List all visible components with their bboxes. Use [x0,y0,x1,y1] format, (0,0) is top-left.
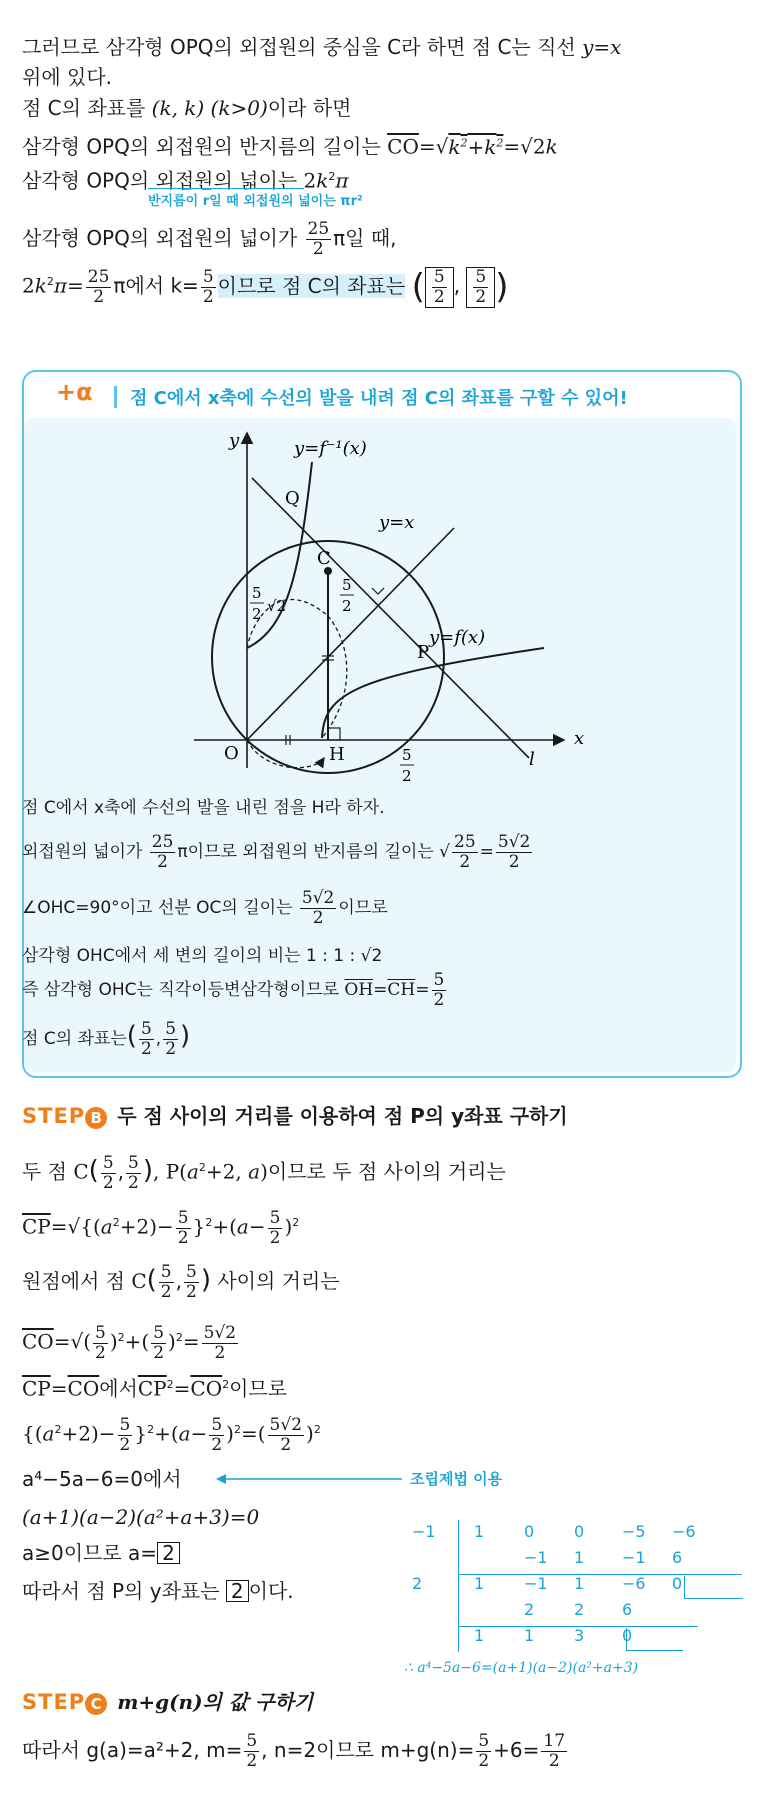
synthetic-cell: 3 [574,1626,585,1645]
intro-line-1 [22,34,621,60]
synthetic-cell: 1 [524,1626,535,1645]
text: 삼각형 OPQ의 외접원의 넓이가 [22,226,304,250]
synthetic-cell: 1 [474,1522,485,1541]
stepb-line-5: $\overline{CP}=\overline{CO}$에서$\overline{CP}^2=\overline{CO}^2$이므로 [22,1376,288,1401]
sd-vline [458,1520,459,1652]
text: +6= [493,1738,540,1762]
right-angle-mark [372,588,384,594]
alpha-badge: +α [56,378,93,406]
svg-text:√2: √2 [267,597,287,615]
svg-text:5: 5 [342,576,352,594]
text: 사이의 거리는 [217,1269,340,1293]
svg-text:5: 5 [252,584,262,602]
text: 즉 삼각형 OHC는 직각이등변삼각형이므로 [22,980,345,1000]
text: π일 때, [333,226,397,250]
text: a≥0이므로 a= [22,1541,158,1565]
synthetic-cell: −6 [672,1522,696,1541]
answer-box-x: $\frac{5}{2}$ [425,267,454,308]
math: (k, k) (k>0) [151,96,268,120]
step-letter: B [85,1107,107,1129]
text: 이다. [248,1579,294,1603]
step-b-heading [22,1100,568,1129]
synthetic-cell: −1 [412,1522,436,1541]
label-5root2over2 [250,584,286,623]
synthetic-cell: −1 [622,1548,646,1567]
intro-line-7: $2k^2\pi=$ $\frac{25}{2}$ π에서 k= $\frac{5}{2}$ 이므로 점 C의 좌표는 ( $\frac{5}{2}$ , $\frac{5}{2}$ ) [22,266,509,308]
step-c-heading [22,1686,313,1715]
finv-label: y=f⁻¹(x) [294,438,367,459]
c-label: C [317,548,331,569]
text: 이므로 [338,898,388,918]
text: 이므로 점 C의 좌표는 [217,273,406,298]
yx-label: y=x [379,512,415,533]
step-title: m+g(n)의 값 구하기 [117,1690,314,1714]
text: 이라 하면 [267,96,352,120]
text: 따라서 점 P의 y좌표는 [22,1579,226,1603]
intro-line-4: 삼각형 OPQ의 외접원의 반지름의 길이는 $\overline{CO}=√k^2+k^2=√2k$ [22,134,558,159]
text: 이므로 두 점 사이의 거리는 [267,1159,506,1184]
text: ∠OHC=90°이고 선분 OC의 길이는 [22,898,298,918]
text: 따라서 g(a)=a²+2, m= [22,1738,243,1762]
text: 외접원의 넓이가 [22,842,148,862]
synthetic-cell: −1 [524,1548,548,1567]
divider [114,386,117,408]
answer-box: 2 [226,1580,249,1602]
text: 점 C의 좌표를 [22,96,152,120]
note-underline [148,188,304,189]
intro-line-3 [22,95,351,121]
stepb-line-2: $\overline{CP}=√\{(a^2+2)-$ $\frac{5}{2}$ }$^2$+(a− $\frac{5}{2}$ )$^2$ [22,1207,300,1248]
stepb-line-8 [22,1504,259,1530]
label-5over2-oh [400,746,414,785]
math: (a+1)(a−2)(a²+a+3)=0 [22,1505,260,1529]
label-5over2-ch [340,576,354,615]
y-axis-label: y [229,430,240,451]
synthetic-cell: 2 [574,1600,585,1619]
step-letter: C [85,1693,107,1715]
synthetic-cell: 0 [574,1522,585,1541]
answer-box-y: $\frac{5}{2}$ [466,267,495,308]
svg-text:2: 2 [252,605,262,623]
x-axis-label: x [574,728,585,749]
step-label: STEP [22,1690,86,1714]
synthetic-cell: 2 [412,1574,423,1593]
synthetic-cell: −6 [622,1574,646,1593]
text: 점 C의 좌표는 [22,1029,127,1049]
sd-rem-box [684,1576,743,1599]
stepb-line-10 [22,1578,294,1604]
synthetic-cell: 2 [524,1600,535,1619]
stepb-line-4: $\overline{CO}=√$( $\frac{5}{2}$ )$^2$+( $\frac{5}{2}$ )$^2$= $\frac{5√2}{2}$ [22,1322,237,1363]
intro-line-5: 삼각형 OPQ의 외접원의 넓이는 $2k^2\pi$ [22,168,349,193]
svg-text:5: 5 [402,746,412,764]
synthetic-cell: 6 [622,1600,633,1619]
text: 원점에서 점 [22,1269,125,1293]
synthetic-cell: 1 [574,1574,585,1593]
svg-text:2: 2 [402,767,412,785]
line-y-eq-x [247,528,454,740]
factorization: ∴ a⁴−5a−6=(a+1)(a−2)(a²+a+3) [404,1660,639,1676]
synthetic-cell: −5 [622,1522,646,1541]
alpha-line-5: 즉 삼각형 OHC는 직각이등변삼각형이므로 $\overline{OH}=\overline{CH}=$ $\frac{5}{2}$ [22,969,445,1010]
intro-line-6: 삼각형 OPQ의 외접원의 넓이가 $\frac{25}{2}$ π일 때, [22,219,397,259]
p-label: P [417,642,430,663]
l-label: l [529,749,535,770]
text: 에서 [99,1376,138,1401]
alpha-line-3: ∠OHC=90°이고 선분 OC의 길이는 $\frac{5√2}{2}$ 이므로 [22,887,388,928]
text: 이므로 [229,1376,288,1401]
alpha-line-4: 삼각형 OHC에서 세 변의 길이의 비는 1 : 1 : √2 [22,946,383,966]
synthetic-cell: 0 [622,1626,633,1645]
circle-diagram [24,418,736,798]
q-label: Q [285,488,300,509]
stepc-line-1: 따라서 g(a)=a²+2, m= $\frac{5}{2}$ , n=2이므로 m+g(n)= $\frac{5}{2}$ +6= $\frac{17}{2}$ [22,1731,566,1771]
alpha-line-6: 점 C의 좌표는( $\frac{5}{2}$ , $\frac{5}{2}$ ) [22,1018,191,1059]
text: a⁴−5a−6=0에서 [22,1467,182,1491]
stepb-line-1: 두 점 C( $\frac{5}{2}$ , $\frac{5}{2}$ ), $P(a^2+2$, a)이므로 두 점 사이의 거리는 [22,1152,506,1193]
text: 두 점 [22,1159,74,1184]
alpha-line-1: 점 C에서 x축에 수선의 발을 내린 점을 H라 하자. [22,798,385,818]
text: 삼각형 OPQ의 외접원의 반지름의 길이는 [22,134,388,159]
alpha-line-2: 외접원의 넓이가 $\frac{25}{2}$ π이므로 외접원의 반지름의 길이는 √ $\frac{25}{2}$ = $\frac{5√2}{2}$ [22,831,531,872]
h-label: H [329,744,345,765]
text: π이므로 외접원의 반지름의 길이는 [177,842,440,862]
step-title: 두 점 사이의 거리를 이용하여 점 P의 y좌표 구하기 [117,1104,568,1128]
text: 삼각형 OPQ의 외접원의 넓이는 [22,168,304,193]
note-arrow [216,1469,406,1489]
stepb-line-9 [22,1540,180,1566]
origin-label: O [224,743,239,764]
step-label: STEP [22,1104,86,1128]
synthetic-cell: −1 [524,1574,548,1593]
co-segment: $\overline{CO}$ [387,134,419,159]
synthetic-cell: 0 [524,1522,535,1541]
text: , n=2이므로 m+g(n)= [261,1738,475,1762]
f-label: y=f(x) [429,627,486,648]
stepb-line-6: {$(a^2+2)-$ $\frac{5}{2}$ }$^2$+(a− $\frac{5}{2}$ )$^2$=( $\frac{5√2}{2}$ )$^2$ [22,1414,321,1455]
synthetic-note: 조립제법 이용 [410,1470,503,1488]
sd-hline [458,1574,742,1575]
intro-line-2: 위에 있다. [22,65,112,89]
stepb-line-3: 원점에서 점 C( $\frac{5}{2}$ , $\frac{5}{2}$ ) 사이의 거리는 [22,1262,340,1302]
answer-box: 2 [157,1542,180,1564]
synthetic-cell: 6 [672,1548,683,1567]
synthetic-cell: 1 [574,1548,585,1567]
math: y=x [582,35,622,59]
text: 그러므로 삼각형 OPQ의 외접원의 중심을 C라 하면 점 C는 직선 [22,35,583,59]
synthetic-cell: 0 [672,1574,683,1593]
sd-rem-box [626,1628,683,1651]
synthetic-cell: 1 [474,1574,485,1593]
alpha-title: 점 C에서 x축에 수선의 발을 내려 점 C의 좌표를 구할 수 있어! [130,388,628,409]
right-angle-h [328,728,340,740]
radius-note: 반지름이 r일 때 외접원의 넓이는 πr² [148,194,363,209]
synthetic-cell: 1 [474,1626,485,1645]
text: π에서 k= [113,273,199,298]
synthetic-division [414,1520,744,1670]
stepb-line-7 [22,1466,182,1492]
svg-text:2: 2 [342,597,352,615]
